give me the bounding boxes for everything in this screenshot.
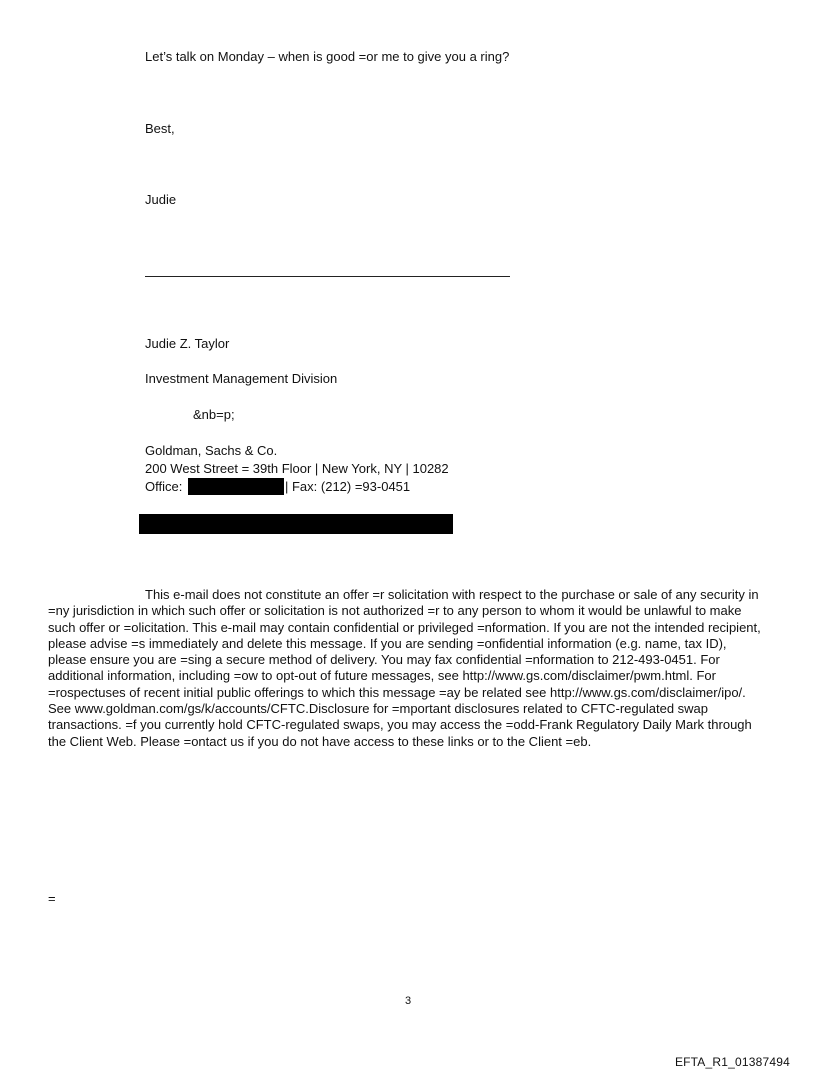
signature-divider <box>145 276 510 277</box>
trailing-equals: = <box>48 891 56 906</box>
signature-division: Investment Management Division <box>145 371 338 386</box>
office-phone-redaction <box>188 478 284 495</box>
nbsp-artifact: &nb=p; <box>193 407 235 422</box>
email-address-redaction <box>139 514 453 534</box>
sender-first-name: Judie <box>145 192 177 207</box>
closing-best: Best, <box>145 121 175 136</box>
disclaimer-text: This e-mail does not constitute an offer =r solicitation with respect to the purchase or sale of any security in =ny jurisdiction in which such offer or solicitation is not authorized =r to any person to whom it would be unlawful to make such offer or =olicitation. This e-mail may contain confidential or privileged =nformation. If you are not the intended recipient, please advise =s immediately and delete this message. If you are sending =onfidential information (e.g. name, tax ID), please ensure you are =sing a secure method of delivery. You may fax confidential =nformation to 212-493-0451. For additional information, including =ow to opt-out of future messages, see http://www.gs.com/disclaimer/pwm.html. For =rospectuses of recent initial public offerings to which this message =ay be related see http://www.gs.com/disclaimer/ipo/. See www.goldman.com/gs/k/accounts/CFTC.Disclosure for =mportant disclosures related to CFTC-regulated swap transactions. =f you currently hold CFTC-regulated swaps, you may access the =odd-Frank Regulatory Daily Mark through the Client Web. Please =ontact us if you do not have access to these links or to the Client =eb. <box>48 587 761 749</box>
office-label: Office: <box>145 479 183 494</box>
signature-company: Goldman, Sachs & Co. <box>145 443 278 458</box>
document-id-footer: EFTA_R1_01387494 <box>674 1055 790 1069</box>
signature-name: Judie Z. Taylor <box>145 336 230 351</box>
legal-disclaimer <box>48 587 768 750</box>
fax-number: | Fax: (212) =93-0451 <box>285 479 411 494</box>
talk-monday-line: Let’s talk on Monday – when is good =or me to give you a ring? <box>145 49 510 64</box>
signature-address: 200 West Street = 39th Floor | New York, NY | 10282 <box>145 461 449 476</box>
page-number: 3 <box>404 995 412 1007</box>
